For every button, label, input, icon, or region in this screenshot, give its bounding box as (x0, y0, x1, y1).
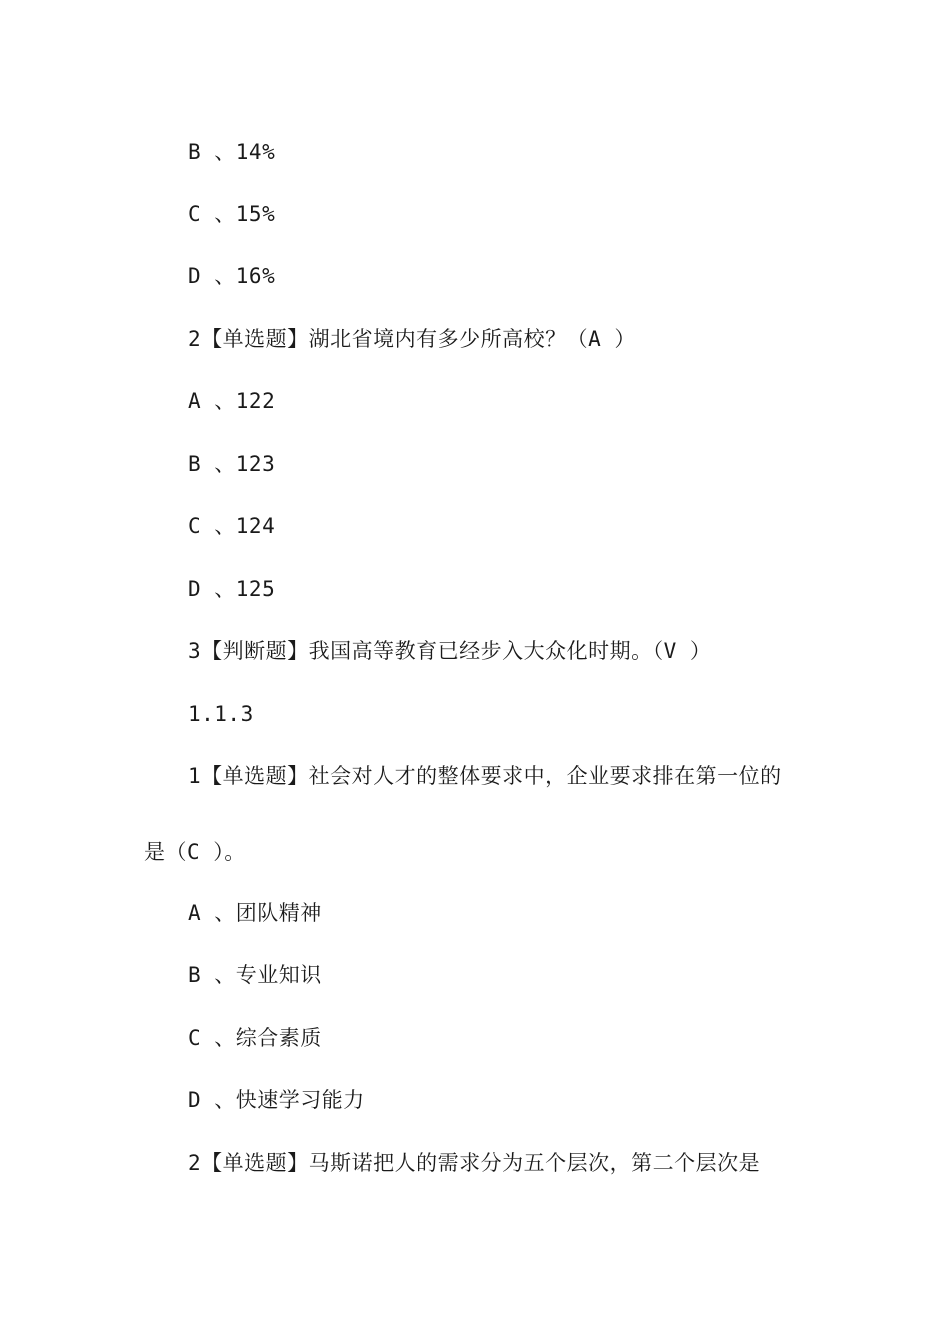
section-number: 1.1.3 (188, 702, 254, 726)
option-a-line: A 、团队精神 (188, 901, 322, 925)
option-c-line: C 、综合素质 (188, 1026, 322, 1050)
option-b-line: B 、123 (188, 452, 276, 476)
option-a-line: A 、122 (188, 389, 276, 413)
question-line: 2【单选题】马斯诺把人的需求分为五个层次，第二个层次是 (188, 1151, 761, 1175)
question-line: 2【单选题】湖北省境内有多少所高校？（A ） (188, 327, 636, 351)
option-d-line: D 、快速学习能力 (188, 1088, 365, 1112)
option-b-line: B 、专业知识 (188, 963, 322, 987)
option-d-line: D 、16% (188, 264, 276, 288)
option-b-line: B 、14% (188, 140, 276, 164)
question-line: 3【判断题】我国高等教育已经步入大众化时期。（V ） (188, 639, 712, 663)
question-continuation-line: 是（C ）。 (144, 840, 246, 864)
question-line: 1【单选题】社会对人才的整体要求中，企业要求排在第一位的 (188, 764, 782, 788)
option-d-line: D 、125 (188, 577, 276, 601)
option-c-line: C 、15% (188, 202, 276, 226)
option-c-line: C 、124 (188, 514, 276, 538)
